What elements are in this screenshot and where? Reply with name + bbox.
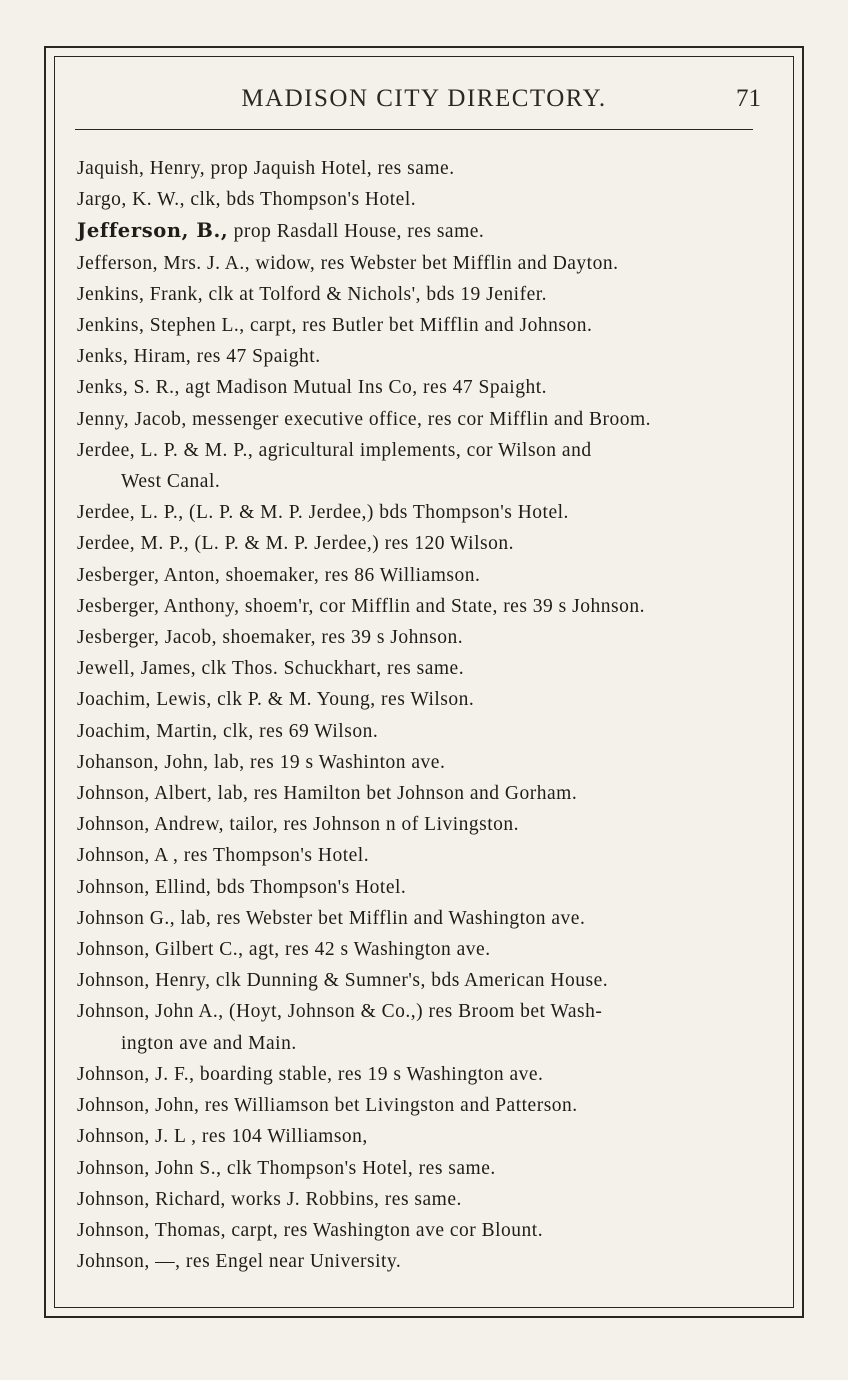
entry-text: Jerdee, L. P., (L. P. & M. P. Jerdee,) bds Thompson's Hotel. [77,502,569,524]
entry-text: Jerdee, L. P. & M. P., agricultural implements, cor Wilson and [77,439,592,461]
directory-entry [77,248,771,279]
entry-text: Jargo, K. W., clk, bds Thompson's Hotel. [77,189,417,211]
directory-entry [77,622,771,653]
directory-entry [77,1153,771,1184]
entry-text: Jesberger, Jacob, shoemaker, res 39 s Johnson. [77,627,464,649]
entry-text: Johnson, J. F., boarding stable, res 19 s Washington ave. [77,1063,544,1085]
entry-text: Johnson, —, res Engel near University. [77,1251,402,1273]
directory-entry [77,747,771,778]
entry-continuation: West Canal. [121,471,221,493]
directory-entry [77,1246,771,1277]
entry-name-bold: Jefferson, B., [77,219,229,243]
directory-entry [77,872,771,903]
directory-entry [77,404,771,435]
directory-entry [77,965,771,996]
directory-entry [77,497,771,528]
entry-text: Johnson, John S., clk Thompson's Hotel, res same. [77,1157,496,1179]
entry-text: prop Rasdall House, res same. [228,221,485,243]
entry-text: Jerdee, M. P., (L. P. & M. P. Jerdee,) res 120 Wilson. [77,533,514,555]
directory-entry [77,1121,771,1152]
entry-text: Johanson, John, lab, res 19 s Washinton ave. [77,751,446,773]
page-title: MADISON CITY DIRECTORY. [241,85,607,112]
directory-entry [77,840,771,871]
entry-text: Johnson G., lab, res Webster bet Mifflin and Washington ave. [77,907,586,929]
entry-text: Jenkins, Stephen L., carpt, res Butler bet Mifflin and Johnson. [77,315,593,337]
entry-text: Johnson, Andrew, tailor, res Johnson n of Livingston. [77,814,520,836]
inner-border [54,56,794,1308]
directory-entry [77,1090,771,1121]
entry-text: Johnson, Gilbert C., agt, res 42 s Washington ave. [77,939,491,961]
page-border [44,46,804,1318]
entry-text: Jewell, James, clk Thos. Schuckhart, res same. [77,658,465,680]
entry-continuation: ington ave and Main. [121,1032,297,1054]
entry-text: Johnson, Richard, works J. Robbins, res same. [77,1188,462,1210]
entry-text: Jenks, Hiram, res 47 Spaight. [77,346,321,368]
directory-entry [77,653,771,684]
entry-text: Johnson, John, res Williamson bet Livingston and Patterson. [77,1095,578,1117]
entry-text: Jesberger, Anthony, shoem'r, cor Mifflin and State, res 39 s Johnson. [77,595,645,617]
directory-entry [77,809,771,840]
entry-text: Jenkins, Frank, clk at Tolford & Nichols', bds 19 Jenifer. [77,283,548,305]
entry-text: Johnson, Ellind, bds Thompson's Hotel. [77,876,407,898]
entry-text: Johnson, A , res Thompson's Hotel. [77,845,370,867]
directory-entry [77,560,771,591]
directory-entry [77,341,771,372]
directory-entries [77,153,771,1277]
entry-text: Jefferson, Mrs. J. A., widow, res Webster bet Mifflin and Dayton. [77,252,619,274]
entry-text: Jesberger, Anton, shoemaker, res 86 Williamson. [77,564,481,586]
entry-text: Johnson, Thomas, carpt, res Washington ave cor Blount. [77,1219,544,1241]
directory-entry [77,591,771,622]
entry-text: Jaquish, Henry, prop Jaquish Hotel, res same. [77,158,455,179]
entry-text: Johnson, Henry, clk Dunning & Sumner's, bds American House. [77,970,609,992]
directory-entry [77,279,771,310]
entry-text: Jenks, S. R., agt Madison Mutual Ins Co, res 47 Spaight. [77,377,547,399]
directory-entry [77,903,771,934]
directory-entry [77,184,771,215]
page-number: 71 [736,85,761,112]
entry-text: Johnson, J. L , res 104 Williamson, [77,1126,368,1148]
directory-entry [77,716,771,747]
entry-text: Joachim, Lewis, clk P. & M. Young, res Wilson. [77,689,475,711]
directory-entry [77,934,771,965]
entry-text: Johnson, John A., (Hoyt, Johnson & Co.,) res Broom bet Wash- [77,1001,603,1023]
directory-entry [77,153,771,184]
directory-entry [77,310,771,341]
directory-entry [77,435,771,497]
entry-text: Jenny, Jacob, messenger executive office, res cor Mifflin and Broom. [77,408,652,430]
entry-text: Joachim, Martin, clk, res 69 Wilson. [77,720,379,742]
directory-entry [77,996,771,1058]
directory-entry [77,1184,771,1215]
header-rule [75,129,753,130]
directory-entry [77,684,771,715]
directory-entry [77,372,771,403]
directory-entry [77,215,771,247]
directory-entry [77,528,771,559]
directory-entry [77,778,771,809]
directory-entry [77,1215,771,1246]
running-header [55,85,793,121]
entry-text: Johnson, Albert, lab, res Hamilton bet Johnson and Gorham. [77,783,578,805]
directory-entry [77,1059,771,1090]
